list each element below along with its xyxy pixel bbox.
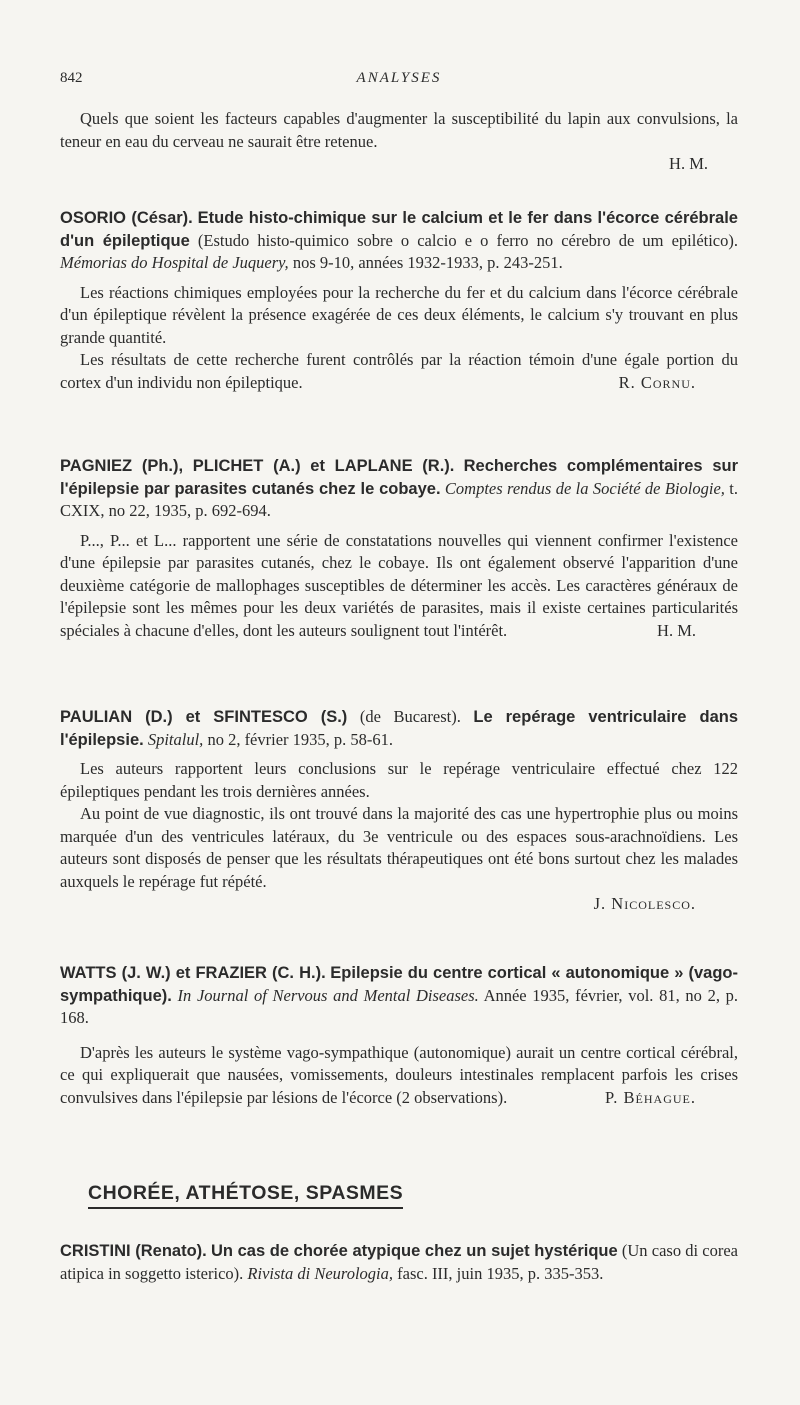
entry-watts [60, 962, 738, 1109]
entry-subtitle: (de Bucarest). [347, 707, 474, 726]
entry-signature: P. Béhague. [604, 1087, 696, 1107]
entry-paragraph: Les réactions chimiques employées pour la recherche du fer et du calcium dans l'écorce cérébrale d'un épileptique révèlent la présence exagérée de ces deux éléments, le calcium s'y trouvant en plus grande quantité. [60, 282, 738, 347]
entry-citation: nos 9-10, années 1932-1933, p. 243-251. [288, 253, 563, 272]
entry-osorio [60, 207, 738, 394]
section-heading: CHORÉE, ATHÉTOSE, SPASMES [88, 1182, 403, 1209]
entry-signature: R. Cornu. [618, 372, 696, 392]
entry-author: OSORIO (César). [60, 209, 193, 227]
entry-title: Recherches complémentaires sur l'épilepsie par parasites cutanés chez le cobaye. [60, 457, 738, 498]
entry-author: PAGNIEZ (Ph.), PLICHET (A.) et LAPLANE (R.). [60, 457, 455, 475]
entry-reference [60, 962, 738, 1030]
entry-citation: no 2, février 1935, p. 58-61. [203, 729, 394, 749]
page-number: 842 [60, 70, 83, 86]
entry-signature: J. Nicolesco. [593, 894, 696, 913]
entry-citation: Année 1935, février, vol. 81, no 2, p. 168. [60, 985, 739, 1027]
entry-subtitle: (Un caso di corea atipica in soggetto isterico). [60, 1241, 739, 1283]
entry-reference [60, 1240, 738, 1285]
entry-reference [60, 207, 738, 275]
entry-journal: Spitalul, [147, 729, 204, 749]
entry-reference [60, 706, 738, 751]
entry-journal: In Journal of Nervous and Mental Diseases. [177, 985, 479, 1005]
entry-signature: H. M. [657, 620, 696, 640]
entry-journal: Rivista di Neurologia, [247, 1263, 393, 1283]
entry-journal: Mémorias do Hospital de Juquery, [60, 253, 289, 272]
running-head: ANALYSES [356, 70, 442, 86]
entry-citation: fasc. III, juin 1935, p. 335-353. [393, 1263, 604, 1283]
entry-title: Le repérage ventriculaire dans l'épilepsie. [60, 708, 739, 749]
entry-author: CRISTINI (Renato). [60, 1242, 207, 1260]
entry-author: PAULIAN (D.) et SFINTESCO (S.) [60, 708, 348, 726]
entry-paragraph: Les résultats de cette recherche furent contrôlés par la réaction témoin d'une égale portion du cortex d'un individu non épileptique. [60, 350, 738, 392]
entry-journal: Comptes rendus de la Société de Biologie, [444, 478, 725, 498]
intro-block [60, 108, 738, 176]
entry-reference [60, 455, 738, 523]
entry-pagniez [60, 455, 738, 642]
entry-paragraph: P..., P... et L... rapportent une série de constatations nouvelles qui viennent confirmer l'existence d'une épilepsie par parasites cutanés, chez le cobaye. Ils ont également observé l'apparition d'une deuxième catégorie de mallophages susceptibles de déterminer les accès. Les caractères généraux de l'épilepsie sont les mêmes pour les deux variétés de parasites, mais il existe certaines particularités spéciales à chacune d'elles, dont les auteurs soulignent tout l'intérêt. [60, 530, 738, 640]
intro-text: Quels que soient les facteurs capables d'augmenter la susceptibilité du lapin aux convulsions, la teneur en eau du cerveau ne saurait être retenue. [60, 109, 738, 151]
entry-paragraph: D'après les auteurs le système vago-sympathique (autonomique) aurait un centre cortical cérébral, ce qui expliquerait que nausées, vomissements, douleurs intestinales remplacent parfois les crises convulsives dans l'épilepsie par lésions de l'écorce (2 observations). [60, 1042, 738, 1107]
entry-author: WATTS (J. W.) et FRAZIER (C. H.). [60, 964, 326, 982]
entry-paragraph: Au point de vue diagnostic, ils ont trouvé dans la majorité des cas une hypertrophie plus ou moins marquée d'un des ventricules latéraux, du 3e ventricule ou des espaces sous-arachnoïdiens. Les auteurs sont disposés de penser que les résultats thérapeutiques ont été bons surtout chez les malades auxquels le repérage fut répété. [60, 804, 738, 891]
entry-title: Etude histo-chimique sur le calcium et le fer dans l'écorce cérébrale d'un épileptique [60, 209, 738, 250]
intro-signature: H. M. [669, 154, 708, 173]
entry-citation: t. CXIX, no 22, 1935, p. 692-694. [60, 478, 738, 520]
entry-subtitle: (Estudo histo-quimico sobre o calcio e o ferro no cérebro de um epilético). [189, 230, 739, 250]
entry-cristini [60, 1240, 738, 1285]
entry-title: Un cas de chorée atypique chez un sujet hystérique [210, 1242, 618, 1260]
page-header [60, 70, 738, 90]
entry-paragraph: Les auteurs rapportent leurs conclusions sur le repérage ventriculaire effectué chez 122 épileptiques pendant les trois dernières années. [60, 759, 738, 801]
entry-title: Epilepsie du centre cortical « autonomique » (vago-sympathique). [60, 964, 739, 1005]
entry-paulian [60, 706, 738, 916]
